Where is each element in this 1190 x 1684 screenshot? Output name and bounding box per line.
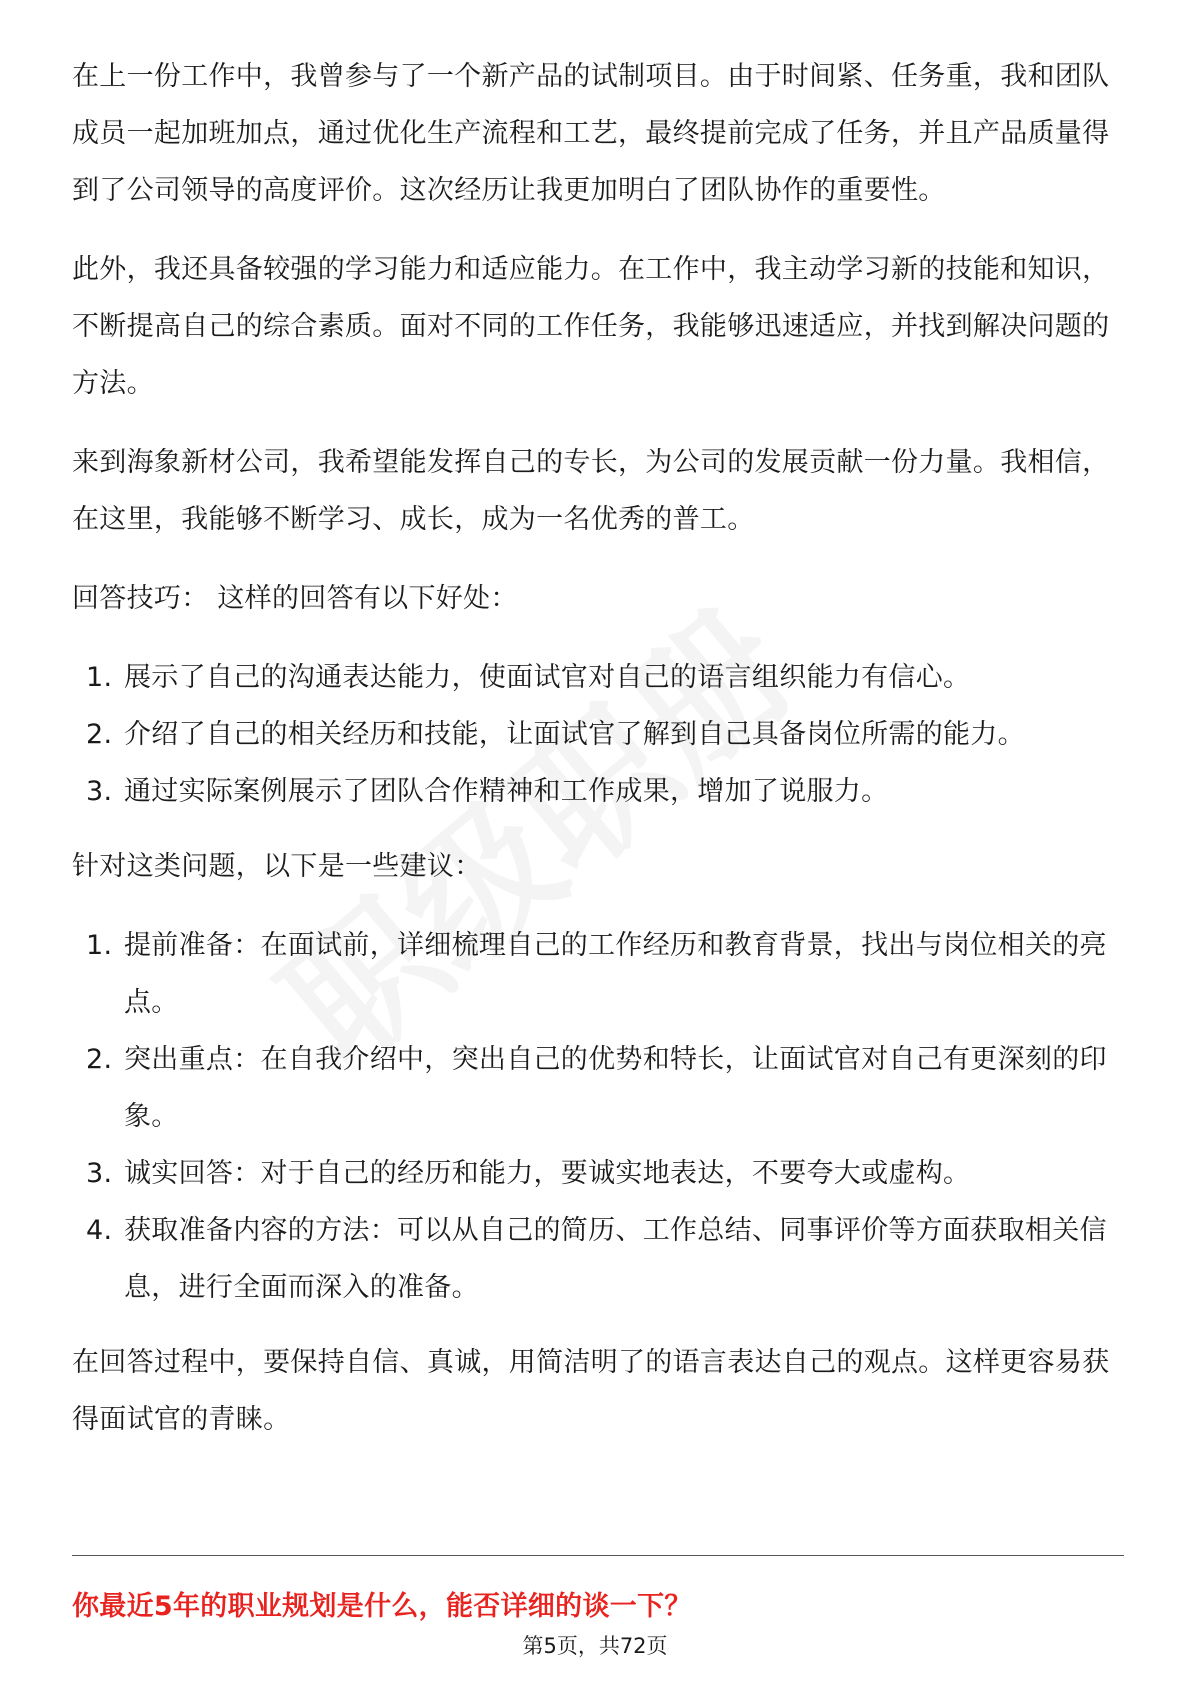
list-text: 通过实际案例展示了团队合作精神和工作成果，增加了说服力。 <box>124 776 889 807</box>
suggestions-heading: 针对这类问题，以下是一些建议： <box>72 851 482 882</box>
paragraph-learning: 此外，我还具备较强的学习能力和适应能力。在工作中，我主动学习新的技能和知识，不断提高自己的综合素质。面对不同的工作任务，我能够迅速适应，并找到解决问题的方法。 <box>72 254 1110 399</box>
list-item <box>72 763 1124 820</box>
suggestions-list <box>72 917 1124 1316</box>
list-number: 2. <box>86 719 113 750</box>
list-number: 3. <box>86 776 113 807</box>
list-item <box>72 649 1124 706</box>
list-number: 2. <box>86 1044 113 1075</box>
document-body <box>72 48 1124 1470</box>
list-item <box>72 1145 1124 1202</box>
list-text: 展示了自己的沟通表达能力，使面试官对自己的语言组织能力有信心。 <box>124 662 971 693</box>
list-text: 介绍了自己的相关经历和技能，让面试官了解到自己具备岗位所需的能力。 <box>124 719 1025 750</box>
list-number: 1. <box>86 930 113 961</box>
list-text: 提前准备：在面试前，详细梳理自己的工作经历和教育背景，找出与岗位相关的亮点。 <box>124 930 1107 1018</box>
list-item <box>72 917 1124 1031</box>
tips-list <box>72 649 1124 820</box>
list-number: 1. <box>86 662 113 693</box>
list-item <box>72 1031 1124 1145</box>
paragraph-experience: 在上一份工作中，我曾参与了一个新产品的试制项目。由于时间紧、任务重，我和团队成员一起加班加点，通过优化生产流程和工艺，最终提前完成了任务，并且产品质量得到了公司领导的高度评价。这次经历让我更加明白了团队协作的重要性。 <box>72 61 1110 206</box>
paragraph-motivation: 来到海象新材公司，我希望能发挥自己的专长，为公司的发展贡献一份力量。我相信，在这里，我能够不断学习、成长，成为一名优秀的普工。 <box>72 447 1110 535</box>
tips-heading: 回答技巧： 这样的回答有以下好处： <box>72 583 518 614</box>
list-number: 3. <box>86 1158 113 1189</box>
list-text: 诚实回答：对于自己的经历和能力，要诚实地表达，不要夸大或虚构。 <box>124 1158 971 1189</box>
list-item <box>72 1202 1124 1316</box>
paragraph-closing: 在回答过程中，要保持自信、真诚，用简洁明了的语言表达自己的观点。这样更容易获得面试官的青睐。 <box>72 1347 1110 1435</box>
next-question-heading: 你最近5年的职业规划是什么，能否详细的谈一下？ <box>72 1591 692 1622</box>
list-number: 4. <box>86 1215 113 1246</box>
list-text: 突出重点：在自我介绍中，突出自己的优势和特长，让面试官对自己有更深刻的印象。 <box>124 1044 1107 1132</box>
section-divider <box>72 1555 1124 1556</box>
page-number: 第5页，共72页 <box>522 1634 668 1658</box>
list-text: 获取准备内容的方法：可以从自己的简历、工作总结、同事评价等方面获取相关信息，进行全面而深入的准备。 <box>124 1215 1107 1303</box>
list-item <box>72 706 1124 763</box>
